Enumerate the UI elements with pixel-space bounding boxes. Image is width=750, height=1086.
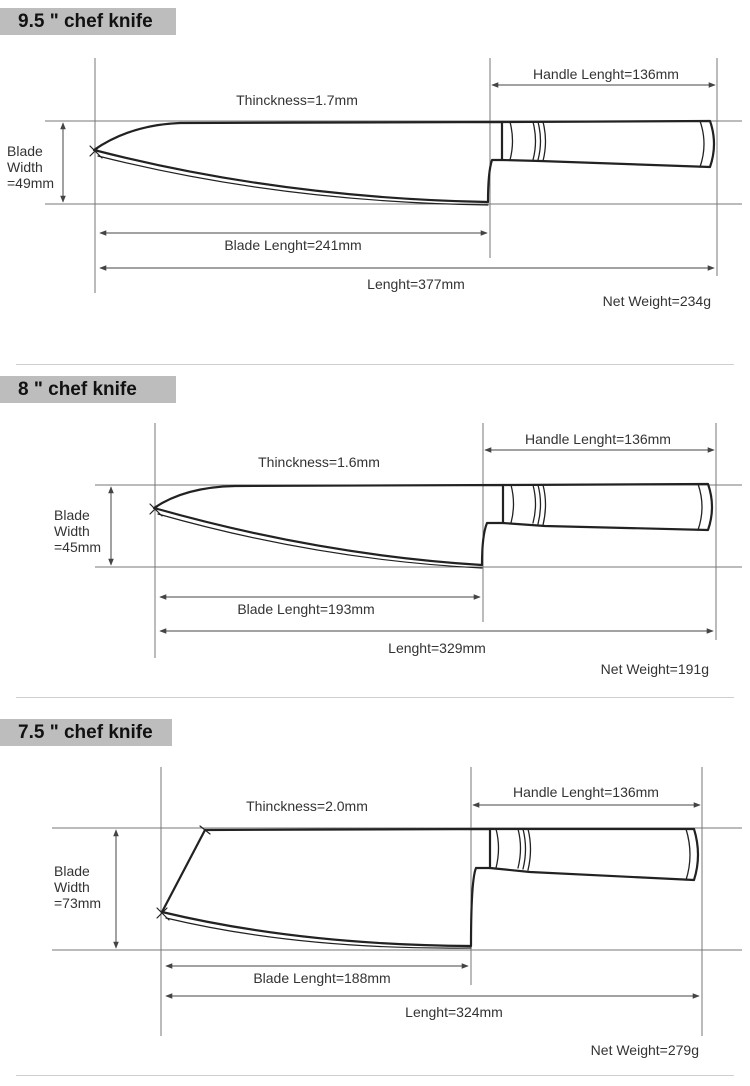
thickness-label: Thinckness=2.0mm: [246, 798, 368, 814]
handle-length-label: Handle Lenght=136mm: [513, 784, 659, 800]
blade-length-label: Blade Lenght=188mm: [253, 970, 391, 986]
blade-length-label: Blade Lenght=193mm: [237, 601, 375, 617]
net-weight-label: Net Weight=279g: [590, 1042, 699, 1058]
section-title-9-5: 9.5 " chef knife: [0, 8, 176, 35]
total-length-label: Lenght=377mm: [367, 276, 465, 292]
handle-length-label: Handle Lenght=136mm: [533, 66, 679, 82]
blade-width-label: Blade Width =73mm: [54, 863, 102, 911]
section-divider: [16, 364, 734, 365]
blade-width-label: Blade Width =45mm: [54, 507, 102, 555]
net-weight-label: Net Weight=234g: [602, 293, 711, 309]
handle-length-label: Handle Lenght=136mm: [525, 431, 671, 447]
thickness-label: Thinckness=1.6mm: [258, 454, 380, 470]
blade-length-label: Blade Lenght=241mm: [224, 237, 362, 253]
section-title-7-5: 7.5 " chef knife: [0, 719, 172, 746]
blade-width-label: Blade Width =49mm: [7, 143, 55, 191]
total-length-label: Lenght=329mm: [388, 640, 486, 656]
net-weight-label: Net Weight=191g: [600, 661, 709, 677]
thickness-label: Thinckness=1.7mm: [236, 92, 358, 108]
section-title-8: 8 " chef knife: [0, 376, 176, 403]
knife-diagram-7-5: [0, 760, 750, 1050]
section-divider: [16, 697, 734, 698]
section-divider: [16, 1075, 734, 1076]
total-length-label: Lenght=324mm: [405, 1004, 503, 1020]
